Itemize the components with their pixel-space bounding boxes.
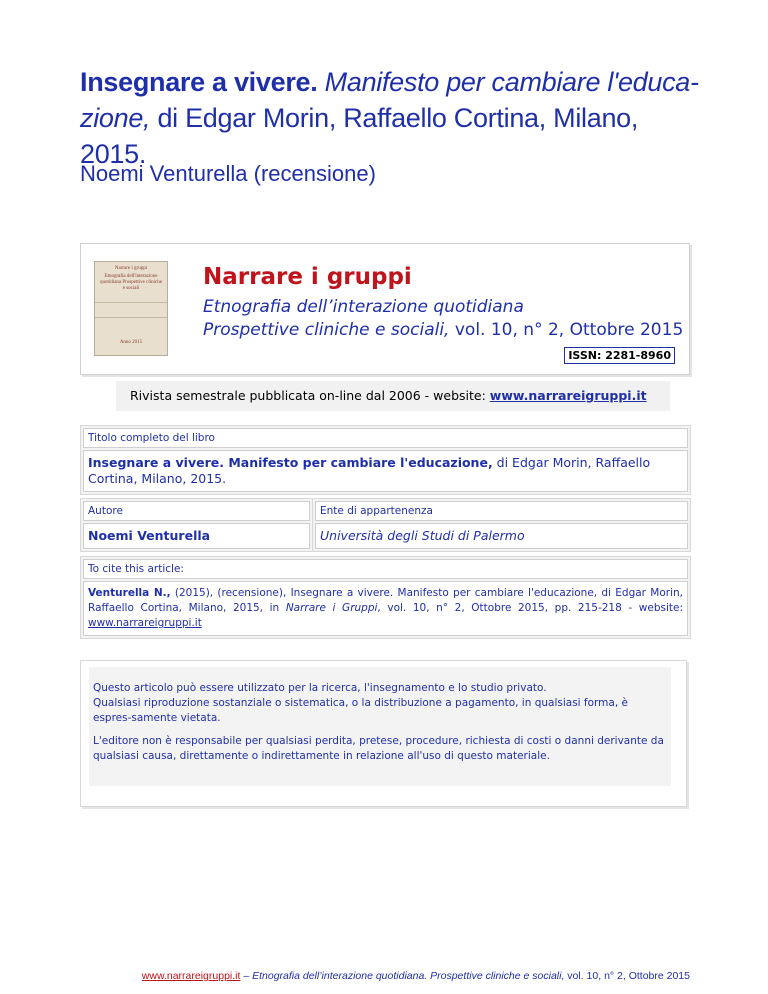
book-title-box	[80, 425, 691, 495]
rights-p3: L'editore non è responsabile per qualsiasi perdita, pretese, procedure, richiesta di costi o danni derivante da qualsiasi causa, direttamente o indirettamente in relazione all'uso di questo materiale.	[93, 735, 664, 762]
citation-part1: (2015), (recensione), Insegnare a vivere. Manifesto per cambiare l'educazione, di Edgar Morin, Raffaello Cortina, Milano, 2015, in	[88, 587, 683, 614]
rights-p1: Questo articolo può essere utilizzato per la ricerca, l'insegnamento e lo studio privato.	[93, 682, 547, 694]
title-rest: di Edgar Morin, Raffaello Cortina, Milano, 2015.	[80, 103, 639, 169]
review-title	[80, 64, 700, 172]
footer-website-link[interactable]: www.narrareigruppi.it	[141, 970, 241, 982]
affiliation-value: Università degli Studi di Palermo	[315, 523, 688, 549]
citation-author: Venturella N.,	[88, 587, 171, 599]
book-title-label: Titolo completo del libro	[83, 428, 688, 448]
journal-box	[80, 243, 690, 375]
issn-badge: ISSN: 2281-8960	[564, 347, 675, 364]
semestral-banner	[116, 381, 670, 411]
footer-journal: Etnografia dell’interazione quotidiana. Prospettive cliniche e sociali,	[252, 970, 565, 982]
citation-part2: , vol. 10, n° 2, Ottobre 2015, pp. 215-218 - website:	[377, 602, 683, 614]
author-box	[80, 498, 313, 552]
cover-decoration	[95, 317, 167, 318]
journal-issue	[203, 320, 683, 340]
footer-dash: –	[240, 970, 253, 982]
citation-text	[83, 581, 688, 636]
cover-title: Narrare i gruppi	[114, 266, 148, 271]
footer-issue: vol. 10, n° 2, Ottobre 2015	[564, 970, 690, 982]
citation-box	[80, 556, 691, 639]
journal-subtitle: Etnografia dell’interazione quotidiana	[203, 297, 524, 317]
journal-issue-italic: Prospettive cliniche e sociali,	[203, 320, 450, 340]
rights-box	[80, 660, 687, 807]
journal-issue-rest: vol. 10, n° 2, Ottobre 2015	[454, 320, 684, 340]
citation-link[interactable]: www.narrareigruppi.it	[88, 617, 202, 629]
cover-subtitle: Etnografia dell'interazione quotidiana Prospettive cliniche e sociali	[100, 274, 162, 291]
book-title-bold: Insegnare a vivere. Manifesto per cambiare l'educazione,	[88, 455, 493, 470]
book-title-value	[83, 450, 688, 492]
rights-inner	[89, 667, 671, 786]
citation-journal: Narrare i Gruppi	[285, 602, 378, 614]
title-italic-2: zione,	[80, 103, 151, 133]
title-bold: Insegnare a vivere.	[80, 67, 318, 97]
affiliation-box	[312, 498, 691, 552]
website-link[interactable]: www.narrareigruppi.it	[489, 388, 647, 403]
author-label: Autore	[83, 501, 310, 521]
affiliation-label: Ente di appartenenza	[315, 501, 688, 521]
title-italic-1: Manifesto per cambiare l'educa-	[324, 67, 699, 97]
cover-decoration	[95, 302, 167, 303]
journal-cover-image	[94, 261, 168, 356]
rights-p2: Qualsiasi riproduzione sostanziale o sistematica, o la distribuzione a pagamento, in qualsiasi forma, è espres-samente vietata.	[93, 697, 628, 724]
cover-year: Anno 2015	[119, 340, 143, 345]
semestral-text: Rivista semestrale pubblicata on-line dal 2006 - website:	[130, 388, 486, 403]
author-value: Noemi Venturella	[83, 523, 310, 549]
book-title-rest: di Edgar Morin, Raffaello Cortina, Milano, 2015.	[88, 455, 651, 486]
page-footer	[80, 970, 690, 982]
journal-name: Narrare i gruppi	[203, 264, 412, 290]
author-line: Noemi Venturella (recensione)	[80, 161, 376, 186]
citation-label: To cite this article:	[83, 559, 688, 579]
